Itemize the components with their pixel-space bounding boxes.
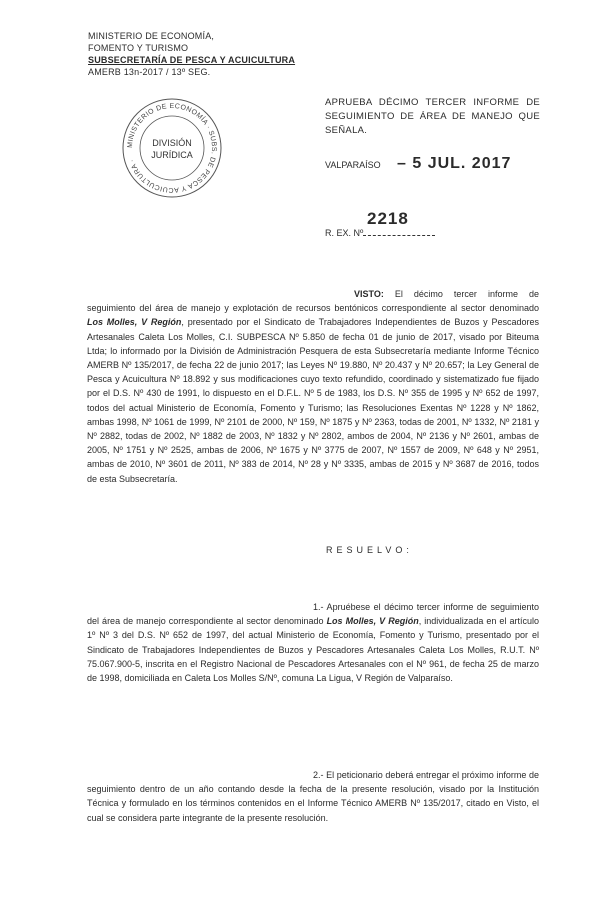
ministry-line: MINISTERIO DE ECONOMÍA, xyxy=(88,31,215,41)
visto-text-a: El décimo tercer informe de seguimiento del área de manejo y explotación de recursos bentónicos correspondiente al sector denominado xyxy=(87,289,539,314)
reference-line: AMERB 13n-2017 / 13º SEG. xyxy=(88,67,211,77)
article-1-location: Los Molles, V Región xyxy=(326,616,419,627)
article-1-text-a: 1.- Apruébese el décimo tercer informe de seguimiento del área de manejo correspondiente al sector denominado xyxy=(87,602,539,627)
resolution-label: R. EX. Nº xyxy=(325,228,364,238)
article-2: 2.- El peticionario deberá entregar el próximo informe de seguimiento dentro de un año contando desde la fecha de la presente resolución, visado por la Institución Técnica y formulado en los términos contenidos en el Informe Técnico AMERB Nº 135/2017, citado en Visto, el cual se considera parte integrante de la presente resolución. xyxy=(87,770,539,823)
date-stamp: – 5 JUL. 2017 xyxy=(397,155,512,172)
place: VALPARAÍSO xyxy=(325,160,381,170)
stamp-line-2: JURÍDICA xyxy=(151,150,193,160)
resolution-number: 2218 xyxy=(367,209,409,228)
division-juridica-stamp xyxy=(120,96,224,200)
svg-text:MINISTERIO DE ECONOMÍA · SUBS. xyxy=(127,103,217,193)
ministry-line-2: FOMENTO Y TURISMO xyxy=(88,43,189,53)
visto-location: Los Molles, V Región xyxy=(87,317,182,328)
stamp-ring-text: MINISTERIO DE ECONOMÍA · SUBS. DE PESCA Y ACUICULTURA · xyxy=(126,102,218,194)
article-1 xyxy=(87,600,539,685)
resuelvo-heading: RESUELVO: xyxy=(326,545,413,555)
resolution-subject: APRUEBA DÉCIMO TERCER INFORME DE SEGUIMIENTO DE ÁREA DE MANEJO QUE SEÑALA. xyxy=(325,97,540,136)
visto-text-b: , presentado por el Sindicato de Trabajadores Independientes de Buzos y Pescadores Artesanales Caleta Los Molles, C.I. SUBPESCA Nº 5.850 de fecha 01 de junio de 2017, visado por Biteuma Ltda; lo informado por la División de Administración Pesquera de esta Subsecretaría mediante Informe Técnico AMERB Nº 135/2017, de fecha 22 de junio 2017; las Leyes Nº 19.880, Nº 20.437 y Nº 20.657; la Ley General de Pesca y Acuicultura Nº 18.892 y sus modificaciones cuyo texto refundido, coordinado y sistematizado fue fijado por el D.S. Nº 430 de 1991, lo dispuesto en el D.F.L. Nº 5 de 1983, los D.S. Nº 355 de 1995 y Nº 652 de 1997, todos del actual Ministerio de Economía, Fomento y Turismo; las Resoluciones Exentas Nº 1228 y Nº 1862, ambas 1998, Nº 1061 de 1999, Nº 2101 de 2000, Nº 159, Nº 1875 y Nº 2363, todas de 2001, Nº 1332, Nº 2181 y Nº 2882, todas de 2002, Nº 1882 de 2003, Nº 1832 y Nº 2802, ambos de 2004, Nº 2136 y Nº 2601, ambas de 2005, Nº 1751 y Nº 2525, ambas de 2006, Nº 1675 y Nº 3775 de 2007, Nº 1557 de 2009, Nº 648 y Nº 2951, ambas de 2010, Nº 3601 de 2011, Nº 383 de 2014, Nº 28 y Nº 3335, ambas de 2015 y Nº 3687 de 2016, todos de esta Subsecretaría. xyxy=(87,317,539,484)
article-1-text-b: , individualizada en el artículo 1º Nº 3 del D.S. Nº 652 de 1997, del actual Ministerio de Economía, Fomento y Turismo, presentado por el Sindicato de Trabajadores Independientes de Buzos y Pescadores Artesanales Caleta Los Molles, R.U.T. Nº 75.067.900-5, inscrita en el Registro Nacional de Pescadores Artesanales con el Nº 961, de fecha 25 de marzo de 1998, domiciliada en Caleta Los Molles S/Nº, comuna La Ligua, V Región de Valparaíso. xyxy=(87,616,540,684)
visto-paragraph xyxy=(87,287,539,486)
stamp-line-1: DIVISIÓN xyxy=(152,138,192,148)
letterhead xyxy=(88,30,295,78)
subsecretaria-line: SUBSECRETARÍA DE PESCA Y ACUICULTURA xyxy=(88,55,296,65)
visto-label: VISTO: xyxy=(354,289,384,299)
